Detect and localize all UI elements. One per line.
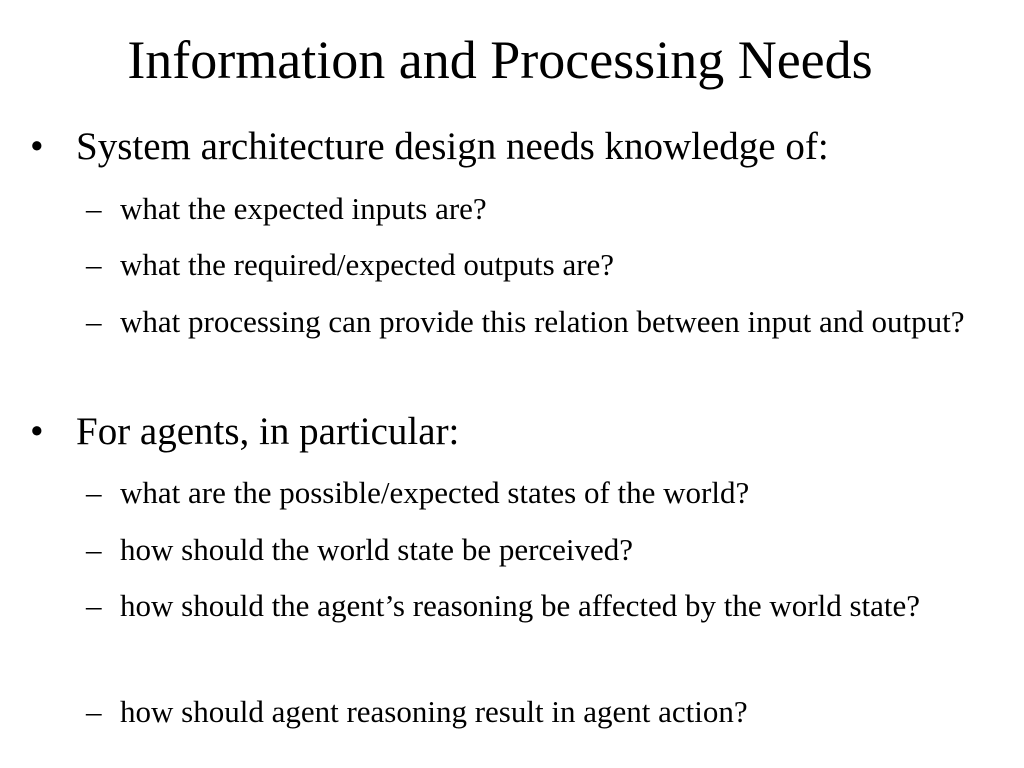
- dash-glyph: –: [86, 694, 102, 729]
- sub-item-agent-reasoning: [86, 583, 966, 628]
- sub-item-text: what are the possible/expected states of the world?: [120, 475, 750, 510]
- sub-item-expected-outputs: [86, 242, 966, 287]
- sub-item-text: how should the agent’s reasoning be affected by the world state?: [120, 588, 921, 623]
- sub-item-world-states: [86, 470, 966, 515]
- sub-item-processing-relation: [86, 299, 966, 344]
- bullet-glyph: •: [30, 410, 44, 453]
- dash-glyph: –: [86, 475, 102, 510]
- sub-item-text: how should the world state be perceived?: [120, 532, 634, 567]
- bullet-system-architecture: [30, 125, 829, 169]
- bullet-text: System architecture design needs knowledge of:: [76, 125, 829, 168]
- sub-item-agent-action: [86, 689, 966, 734]
- bullet-glyph: •: [30, 125, 44, 168]
- sub-item-world-perception: [86, 527, 966, 572]
- bullet-for-agents: [30, 410, 459, 454]
- slide-title: Information and Processing Needs: [127, 30, 873, 90]
- sub-item-text: what the required/expected outputs are?: [120, 247, 615, 282]
- bullet-text: For agents, in particular:: [76, 410, 460, 453]
- sub-item-expected-inputs: [86, 186, 966, 231]
- dash-glyph: –: [86, 191, 102, 226]
- dash-glyph: –: [86, 588, 102, 623]
- dash-glyph: –: [86, 532, 102, 567]
- dash-glyph: –: [86, 304, 102, 339]
- sub-item-text: what the expected inputs are?: [120, 191, 487, 226]
- sub-item-text: how should agent reasoning result in agent action?: [120, 694, 748, 729]
- sub-item-text: what processing can provide this relation between input and output?: [120, 304, 965, 339]
- dash-glyph: –: [86, 247, 102, 282]
